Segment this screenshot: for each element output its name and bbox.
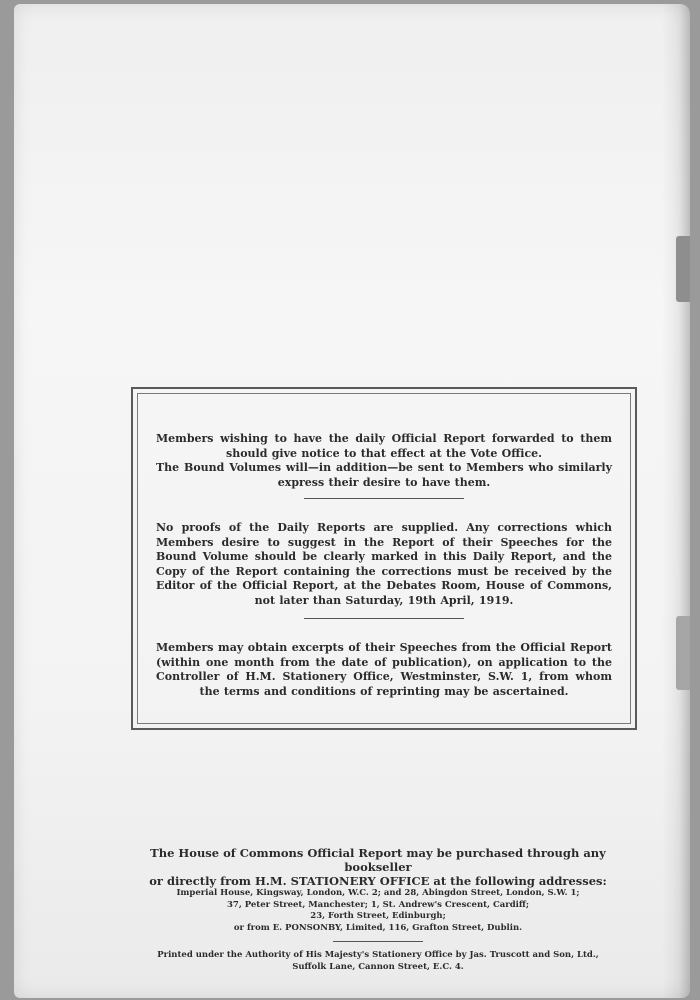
footer-address-3: 23, Forth Street, Edinburgh;	[310, 911, 446, 921]
publisher-footer	[120, 846, 636, 973]
printer-imprint-line-1: Printed under the Authority of His Majesty's Stationery Office by Jas. Truscott and Son, Ltd.,	[157, 950, 599, 960]
notice-proofs: No proofs of the Daily Reports are supplied. Any corrections which Members desire to suggest in the Report of their Speeches for the Bound Volume should be clearly marked in this Daily Report, and the Copy of the Report containing the corrections must be received by the Editor of the Official Report, at the Debates Room, House of Commons, not later than Saturday, 19th April, 1919.	[156, 521, 612, 607]
footer-divider	[333, 941, 423, 942]
printer-imprint-line-2: Suffolk Lane, Cannon Street, E.C. 4.	[292, 962, 464, 972]
binding-tab-lower	[676, 616, 690, 690]
notice-vote-office: Members wishing to have the daily Official Report forwarded to them should give notice to that effect at the Vote Office.	[156, 432, 612, 460]
notice-bound-volumes: The Bound Volumes will—in addition—be sent to Members who similarly express their desire to have them.	[156, 461, 612, 489]
notice-divider-1	[304, 498, 464, 499]
notice-excerpts: Members may obtain excerpts of their Speeches from the Official Report (within one month from the date of publication), on application to the Controller of H.M. Stationery Office, Westminster, S.W. 1, from whom the terms and conditions of reprinting may be ascertained.	[156, 641, 612, 698]
notice-divider-2	[304, 618, 464, 619]
notice-box	[131, 387, 637, 730]
footer-address-2: 37, Peter Street, Manchester; 1, St. Andrew's Crescent, Cardiff;	[226, 899, 529, 910]
footer-purchase-line-2: or directly from H.M. STATIONERY OFFICE at the following addresses:	[149, 874, 607, 888]
footer-purchase-line-1: The House of Commons Official Report may be purchased through any bookseller	[150, 846, 606, 874]
page-edge-shadow	[662, 4, 690, 998]
footer-address-1: Imperial House, Kingsway, London, W.C. 2; and 28, Abingdon Street, London, S.W. 1;	[176, 888, 580, 898]
footer-address-4: or from E. PONSONBY, Limited, 116, Grafton Street, Dublin.	[233, 922, 523, 933]
binding-tab-upper	[676, 236, 690, 302]
notice-box-inner	[137, 393, 631, 724]
